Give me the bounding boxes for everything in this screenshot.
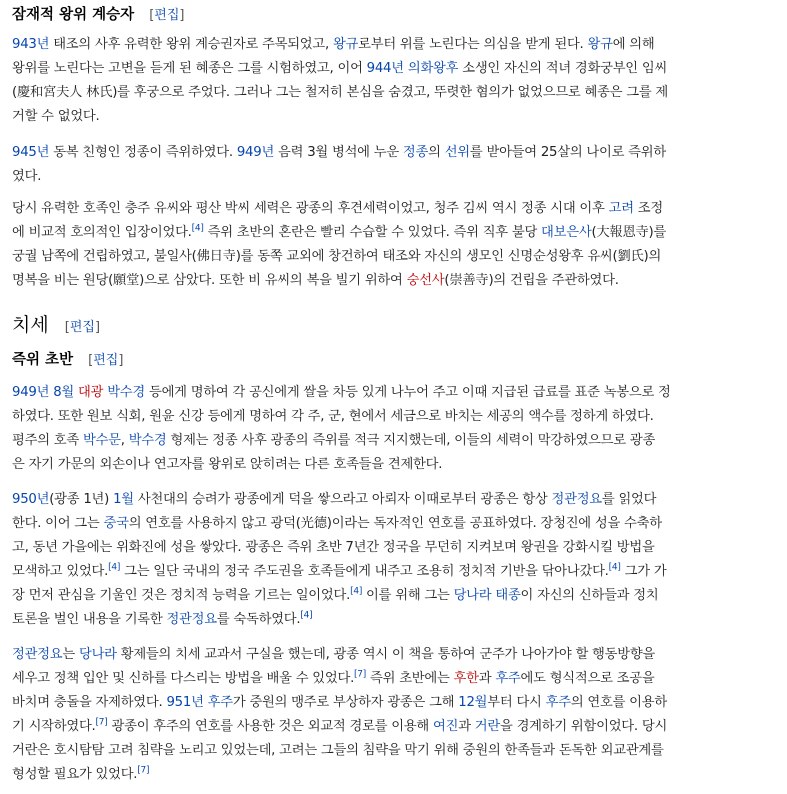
article-link[interactable]: 8월 <box>53 385 75 400</box>
section-title: 즉위 초반 <box>12 352 74 368</box>
article-link[interactable]: 정관정요 <box>551 492 602 507</box>
text-line <box>12 536 778 560</box>
section-title: 치세 <box>12 314 49 336</box>
article-link[interactable]: 여진 <box>433 719 459 735</box>
paragraph <box>12 141 778 189</box>
citation-link[interactable]: [4] <box>300 611 313 622</box>
text: 조정 <box>633 201 663 216</box>
edit-link[interactable]: 편집 <box>69 320 95 335</box>
paragraph <box>12 643 778 788</box>
text: 등에게 명하여 각 공신에게 쌀을 차등 있게 나누어 주고 이때 지급된 급료를 표준 녹봉으로 정 <box>145 385 671 400</box>
text: (광종 1년) <box>49 492 114 507</box>
citation-link[interactable]: [7] <box>95 717 108 728</box>
text: 형성할 필요가 있었다. <box>12 767 138 783</box>
article-link[interactable]: 대보은사 <box>541 225 592 241</box>
text: 이 자신의 신하들과 정치 <box>520 588 659 604</box>
citation <box>137 766 149 776</box>
article-link[interactable]: 거란 <box>474 719 500 735</box>
article-link[interactable]: 태종 <box>495 588 521 604</box>
text: 과 <box>458 719 475 735</box>
article-link[interactable]: 950년 <box>12 492 50 507</box>
citation <box>609 563 621 573</box>
text-line <box>12 453 778 477</box>
text-line <box>12 81 778 105</box>
text-line <box>12 405 778 429</box>
article-link[interactable]: 949년 <box>236 145 275 160</box>
text-line <box>12 715 778 739</box>
article-link[interactable]: 왕규 <box>587 37 613 52</box>
text: 광종이 후주의 연호를 사용한 것은 외교적 경로를 이용해 <box>107 719 434 735</box>
text: 음력 3월 병석에 누운 <box>274 145 403 160</box>
article-link[interactable]: 12월 <box>458 695 488 711</box>
text: 를 받아들여 25살의 나이로 즉위하 <box>469 145 666 160</box>
section-heading-early-reign <box>12 351 123 370</box>
text: 태조의 사후 유력한 왕위 계승권자로 주목되었고, <box>49 37 333 52</box>
text: 사천대의 승려가 광종에게 덕을 쌓으라고 아뢰자 이때로부터 광종은 항상 <box>133 492 552 507</box>
edit-section: [편집] <box>149 8 185 23</box>
article-link[interactable]: 박수경 <box>107 385 145 400</box>
article-link[interactable]: 949년 <box>12 385 50 400</box>
article-link[interactable]: 당나라 <box>453 588 492 604</box>
article-link[interactable]: 왕규 <box>332 37 359 52</box>
text-line <box>12 165 778 189</box>
text: 고, 동년 가을에는 위화진에 성을 쌓았다. 광종은 즉위 초반 7년간 정국을 무던히 지켜보며 왕권을 강화시킬 방법을 <box>12 540 655 556</box>
text: 로부터 위를 노린다는 의심을 받게 된다. <box>358 37 588 52</box>
text: (慶和宮夫人 林氏)를 후궁으로 주었다. 그러나 그는 철저히 본심을 숨겼고, 뚜렷한 혐의가 없었으므로 혜종은 그를 제 <box>12 85 669 101</box>
text: 즉위 초반에는 <box>366 671 454 687</box>
text: 의 <box>428 145 445 160</box>
text: 에 비교적 호의적인 입장이었다. <box>12 225 192 241</box>
text-line <box>12 105 778 129</box>
citation-link[interactable]: [7] <box>354 669 367 680</box>
text-line <box>12 608 778 632</box>
article-link[interactable]: 1월 <box>113 492 134 507</box>
text: 은 자기 가문의 외손이나 연고자를 왕위로 앉히려는 다른 호족들을 견제한다. <box>12 457 443 473</box>
article-link[interactable]: 후주 <box>495 671 521 687</box>
text-line <box>12 381 778 405</box>
text: 과 <box>478 671 496 687</box>
text: 부터 다시 <box>487 695 546 711</box>
citation <box>108 563 120 573</box>
text: 왕위를 노린다는 고변을 듣게 된 혜종은 그를 시험하였고, 이어 <box>12 61 367 77</box>
edit-section: [편집] <box>64 320 101 335</box>
text: 바치며 충돌을 자제하였다. <box>12 695 167 711</box>
edit-link[interactable]: 편집 <box>154 8 180 23</box>
text: 장 먼저 관심을 기울인 것은 정치적 능력을 기르는 일이었다. <box>12 588 351 604</box>
article-link[interactable]: 중국 <box>103 516 129 532</box>
text-line <box>12 429 778 453</box>
text: , <box>120 433 129 449</box>
citation-link[interactable]: [4] <box>350 586 363 597</box>
article-link[interactable]: 944년 <box>366 61 404 77</box>
text-line <box>12 560 778 584</box>
citation <box>350 587 362 597</box>
article-link[interactable]: 후주 <box>545 695 571 711</box>
text: 였다. <box>12 169 42 185</box>
edit-section: [편집] <box>88 353 124 368</box>
citation <box>354 670 366 680</box>
text: 세우고 정책 입안 및 신하를 다스리는 방법을 배울 수 있었다. <box>12 671 355 687</box>
article-link[interactable]: 951년 <box>166 695 204 711</box>
text: 를 읽었다 <box>601 492 657 507</box>
missing-article-link[interactable]: 숭선사 <box>406 273 445 289</box>
article-link[interactable]: 정종 <box>402 145 429 160</box>
text: 을 경계하기 위함이었다. 당시 <box>500 719 668 735</box>
citation-link[interactable]: [4] <box>191 223 204 234</box>
article-link[interactable]: 정관정요 <box>12 647 63 662</box>
text: (大報恩寺)를 <box>591 225 667 241</box>
text: 토론을 벌인 내용을 기록한 <box>12 612 167 628</box>
text: 가 중원의 맹주로 부상하자 광종은 그해 <box>232 695 459 711</box>
citation-link[interactable]: [4] <box>608 562 621 573</box>
article-link[interactable]: 박수경 <box>128 433 167 449</box>
text-line <box>12 488 778 512</box>
text: 의 연호를 이용하 <box>570 695 667 711</box>
citation-link[interactable]: [4] <box>108 562 121 573</box>
text: 소생인 자신의 적녀 경화궁부인 임씨 <box>458 61 668 77</box>
text: 궁궐 남쪽에 건립하였고, 불일사(佛日寺)를 동쪽 교외에 창건하여 태조와 자신의 생모인 신명순성왕후 유씨(劉氏)의 <box>12 249 662 265</box>
text-line <box>12 763 778 787</box>
citation <box>96 718 108 728</box>
text-line <box>12 33 778 57</box>
missing-article-link[interactable]: 후한 <box>453 671 479 687</box>
citation-link[interactable]: [7] <box>137 766 150 777</box>
text: 즉위 초반의 혼란은 빨리 수습할 수 있었다. 즉위 직후 불당 <box>203 225 542 241</box>
text: 기 시작하였다. <box>12 719 96 735</box>
text-line <box>12 221 778 245</box>
article-link[interactable]: 의화왕후 <box>407 61 459 77</box>
text: 그는 일단 국내의 정국 주도권을 호족들에게 내주고 조용히 정치적 기반을 닦아나갔다. <box>120 564 609 580</box>
edit-link[interactable]: 편집 <box>93 353 119 368</box>
text: 에 의해 <box>612 37 655 52</box>
paragraph <box>12 33 778 129</box>
text: 하였다. 또한 원보 식회, 원윤 신강 등에게 명하여 각 주, 군, 현에서 세금으로 바치는 세공의 액수를 정하게 하였다. <box>12 409 654 425</box>
article-link[interactable]: 943년 <box>12 37 50 52</box>
article-link[interactable]: 선위 <box>444 145 470 160</box>
text: 동복 친형인 정종이 즉위하였다. <box>49 145 237 160</box>
text: 황제들의 치세 교과서 구실을 했는데, 광종 역시 이 책을 통하여 군주가 나아가야 할 행동방향을 <box>116 647 656 662</box>
text: 당시 유력한 호족인 충주 유씨와 평산 박씨 세력은 광종의 후견세력이었고, 청주 김씨 역시 정종 시대 이후 <box>12 201 609 216</box>
section-heading-reign <box>12 313 100 340</box>
text: 평주의 호족 <box>12 433 83 449</box>
text-line <box>12 739 778 763</box>
text: 형제는 정종 사후 광종의 즉위를 적극 지지했는데, 이들의 세력이 막강하였으므로 광종 <box>166 433 656 449</box>
section-heading-succession <box>12 6 185 25</box>
text-line <box>12 245 778 269</box>
paragraph <box>12 488 778 633</box>
text: 거란은 호시탐탐 고려 침략을 노리고 있었는데, 고려는 그들의 침략을 막기 위해 중원의 한족들과 돈독한 외교관계를 <box>12 743 664 759</box>
text: 그가 가 <box>620 564 667 580</box>
text: 한다. 이어 그는 <box>12 516 104 532</box>
text-line <box>12 584 778 608</box>
text: (崇善寺)의 건립을 주관하였다. <box>444 273 619 289</box>
section-title: 잠재적 왕위 계승자 <box>12 7 135 23</box>
text: 이를 위해 그는 <box>362 588 454 604</box>
article-link[interactable]: 박수문 <box>82 433 121 449</box>
text-line <box>12 269 778 293</box>
text: 의 연호를 사용하지 않고 광덕(光德)이라는 독자적인 연호를 공표하였다. 장청진에 성을 수축하 <box>128 516 662 532</box>
text-line <box>12 57 778 81</box>
citation <box>300 611 312 621</box>
article-link[interactable]: 후주 <box>207 695 233 711</box>
text-line <box>12 691 778 715</box>
text-line <box>12 667 778 691</box>
paragraph <box>12 381 778 477</box>
article-link[interactable]: 정관정요 <box>166 612 217 628</box>
text-line <box>12 512 778 536</box>
text-line <box>12 643 778 667</box>
text: 명복을 비는 원당(願堂)으로 삼았다. 또한 비 유씨의 복을 빌기 위하여 <box>12 273 407 289</box>
text: 거할 수 없었다. <box>12 109 100 125</box>
article-link[interactable]: 당나라 <box>78 647 117 662</box>
missing-article-link[interactable]: 대광 <box>78 385 104 400</box>
paragraph <box>12 197 778 293</box>
text: 에도 형식적으로 조공을 <box>520 671 655 687</box>
text-line <box>12 197 778 221</box>
text: 를 숙독하였다. <box>216 612 301 628</box>
citation <box>192 224 204 234</box>
text: 는 <box>62 647 79 662</box>
article-link[interactable]: 고려 <box>608 201 634 216</box>
article-link[interactable]: 945년 <box>12 145 50 160</box>
text-line <box>12 141 778 165</box>
text: 모색하고 있었다. <box>12 564 109 580</box>
